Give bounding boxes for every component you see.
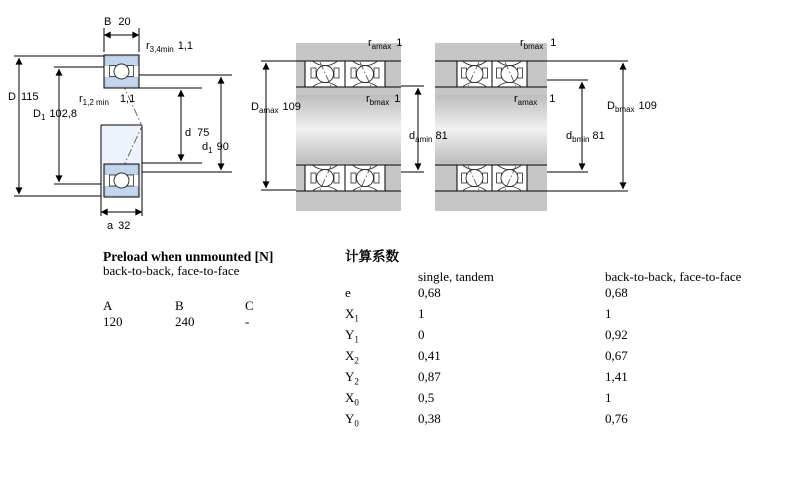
dim-label-rbmax-b: $r_{bmax}$ 1 bbox=[520, 37, 557, 52]
factor-row-label: $X_1$ bbox=[345, 306, 359, 324]
factor-row-label: e bbox=[345, 285, 351, 301]
dim-label-D1: $D_1$ 102,8 bbox=[33, 108, 77, 123]
extension-lines-damin bbox=[401, 86, 424, 172]
factor-value: 0,68 bbox=[418, 285, 441, 301]
ball bbox=[357, 66, 374, 83]
ball bbox=[317, 66, 334, 83]
factor-value: 0,92 bbox=[605, 327, 628, 343]
extension-lines-d1 bbox=[139, 75, 232, 172]
dim-label-d1: $d_1$ 90 bbox=[202, 141, 229, 156]
factor-value: 1 bbox=[605, 306, 612, 322]
calculation-factors-table bbox=[345, 250, 795, 432]
abutment-diagram-face-to-face bbox=[435, 43, 628, 211]
factor-row-label: $Y_2$ bbox=[345, 368, 359, 387]
dim-label-ramax-b: $r_{amax}$ 1 bbox=[514, 93, 556, 108]
factor-row-label: $Y_0$ bbox=[345, 410, 359, 429]
dim-label-r12min: $r_{1,2 min}$ 1,1 bbox=[79, 93, 136, 108]
factors-col-header-b2b-f2f: back-to-back, face-to-face bbox=[605, 269, 742, 284]
ball bbox=[114, 64, 129, 79]
bearing-section-bottom bbox=[104, 164, 139, 197]
dim-label-D: D 115 bbox=[8, 91, 39, 103]
preload-value-C: - bbox=[245, 314, 250, 329]
preload-col-header-A: A bbox=[103, 298, 113, 313]
factor-value: 0,5 bbox=[418, 389, 435, 405]
factor-value: 0,41 bbox=[418, 347, 441, 363]
dim-label-r34min: $r_{3,4min}$ 1,1 bbox=[146, 40, 193, 55]
preload-col-header-B: B bbox=[175, 298, 184, 313]
dim-label-ramax-a: $r_{amax}$ 1 bbox=[368, 37, 403, 52]
dim-label-Damax: $D_{amax}$ 109 bbox=[251, 101, 301, 116]
preload-col-header-C: C bbox=[245, 298, 254, 313]
preload-table bbox=[103, 250, 333, 330]
extension-lines-d bbox=[139, 88, 202, 163]
factor-value: 1 bbox=[605, 389, 612, 405]
factor-row-label: $X_2$ bbox=[345, 347, 359, 366]
bearing-section-top bbox=[104, 55, 139, 88]
dim-label-B: B 20 bbox=[104, 16, 131, 28]
dim-label-dbmin: $d_{bmin}$ 81 bbox=[566, 130, 605, 145]
factor-value: 0 bbox=[418, 327, 425, 343]
factors-col-header-single-tandem: single, tandem bbox=[418, 269, 494, 284]
factor-value: 0,76 bbox=[605, 410, 628, 426]
factor-value: 0,68 bbox=[605, 285, 628, 301]
factor-row-label: $Y_1$ bbox=[345, 327, 359, 345]
factors-table-title: 计算系数 bbox=[345, 249, 399, 264]
ball bbox=[501, 66, 518, 83]
extension-lines-D1 bbox=[54, 67, 104, 184]
ball bbox=[501, 170, 518, 187]
abutment-diagram-back-to-back bbox=[261, 43, 424, 211]
dim-label-damin: $d_{amin}$ 81 bbox=[409, 130, 448, 145]
factor-row-label: $X_0$ bbox=[345, 389, 359, 408]
factor-value: 0,87 bbox=[418, 368, 441, 384]
bearing-pair-top bbox=[305, 61, 385, 87]
ball bbox=[317, 170, 334, 187]
extension-lines-B bbox=[104, 28, 139, 52]
bearing-pair-bottom bbox=[305, 165, 385, 191]
preload-value-A: 120 bbox=[103, 314, 123, 329]
factor-value: 1 bbox=[418, 306, 425, 322]
factor-value: 0,38 bbox=[418, 410, 441, 426]
dim-label-Dbmax: $D_{bmax}$ 109 bbox=[607, 100, 657, 115]
preload-table-title: Preload when unmounted [N] bbox=[103, 249, 274, 264]
ball bbox=[466, 170, 483, 187]
ball bbox=[114, 173, 129, 188]
factor-value: 0,67 bbox=[605, 347, 628, 363]
bearing-pair-top bbox=[457, 61, 527, 87]
ball bbox=[466, 66, 483, 83]
bearing-pair-bottom bbox=[457, 165, 527, 191]
factors-col-header-empty bbox=[345, 269, 418, 285]
ball bbox=[357, 170, 374, 187]
preload-value-B: 240 bbox=[175, 314, 195, 329]
dim-label-d: d 75 bbox=[185, 127, 210, 139]
preload-table-subtitle: back-to-back, face-to-face bbox=[103, 263, 240, 278]
dim-label-rbmax-a: $r_{bmax}$ 1 bbox=[366, 93, 401, 108]
factor-value: 1,41 bbox=[605, 368, 628, 384]
dim-label-a: a 32 bbox=[107, 220, 131, 232]
